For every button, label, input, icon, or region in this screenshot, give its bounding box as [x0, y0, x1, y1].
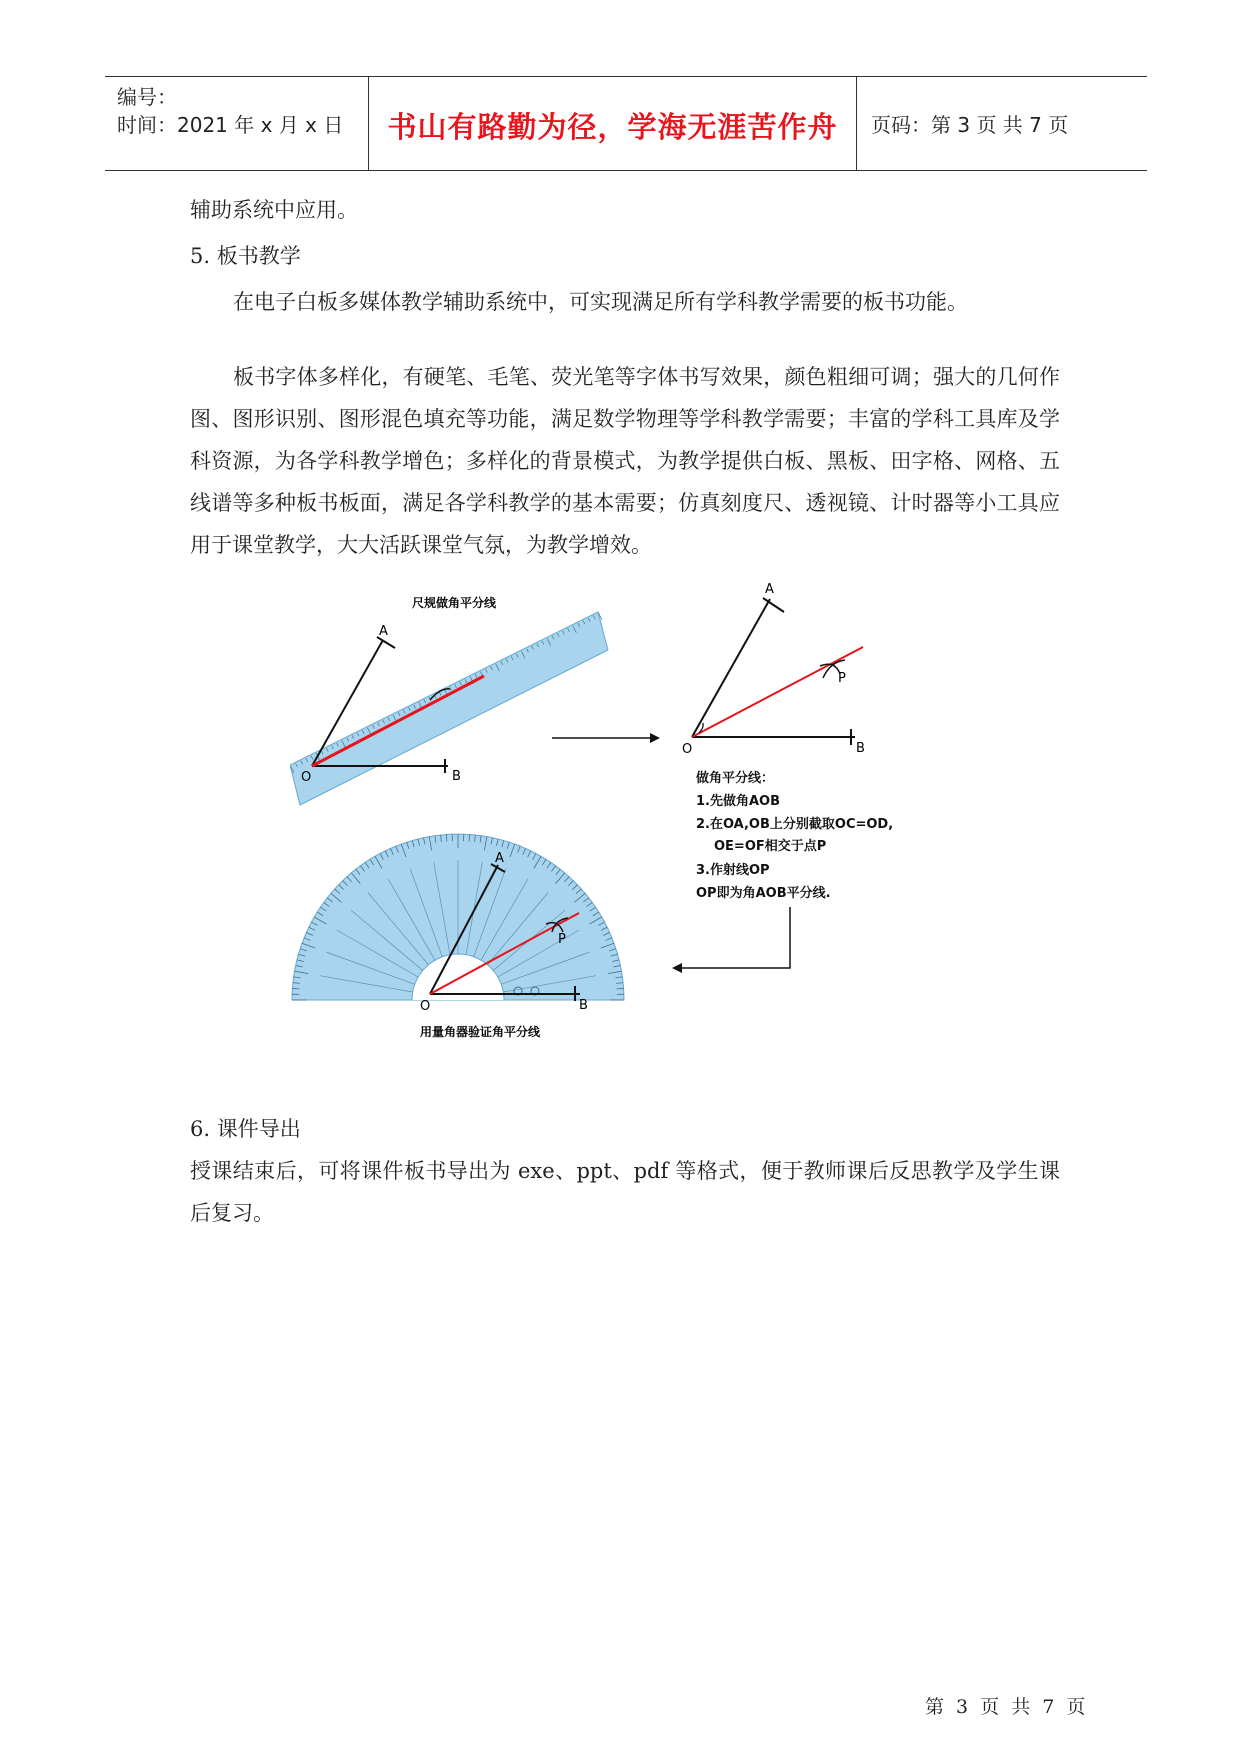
label-A-2: A	[765, 582, 774, 597]
document-date: 时间：2021 年 x 月 x 日	[117, 113, 344, 137]
label-A-3: A	[495, 851, 504, 866]
section6-title: 6. 课件导出	[190, 1117, 301, 1141]
step-2b: OE=OF相交于点P	[714, 839, 827, 854]
section5-title: 5. 板书教学	[190, 244, 301, 268]
label-A-1: A	[379, 624, 388, 639]
section5-intro: 在电子白板多媒体教学辅助系统中，可实现满足所有学科教学需要的板书功能。	[233, 290, 968, 314]
page-footer: 第 3 页 共 7 页	[925, 1696, 1086, 1718]
header-page-info: 页码：第 3 页 共 7 页	[871, 113, 1069, 137]
document-header	[105, 76, 1147, 171]
step-1: 1.先做角AOB	[696, 794, 781, 809]
steps-title: 做角平分线：	[696, 771, 775, 786]
label-P-3: P	[558, 932, 566, 947]
angle-bisector-figure	[290, 580, 970, 1050]
step-4: OP即为角AOB平分线.	[696, 886, 831, 901]
section5-detail: 板书字体多样化，有硬笔、毛笔、荧光笔等字体书写效果，颜色粗细可调；强大的几何作图、图形识别、图形混色填充等功能，满足数学物理等学科教学需要；丰富的学科工具库及学科资源，为各学科教学增色；多样化的背景模式，为教学提供白板、黑板、田字格、网格、五线谱等多种板书板面，满足各学科教学的基本需要；仿真刻度尺、透视镜、计时器等小工具应用于课堂教学，大大活跃课堂气氛，为教学增效。	[190, 365, 1060, 557]
ruler-icon	[290, 612, 608, 805]
arrow-back	[682, 907, 790, 968]
section6-text: 授课结束后，可将课件板书导出为 exe、ppt、pdf 等格式，便于教师课后反思教学及学生课后复习。	[190, 1159, 1060, 1225]
label-O-2: O	[682, 742, 693, 757]
label-B-1: B	[452, 769, 461, 784]
header-motto: 书山有路勤为径，学海无涯苦作舟	[387, 110, 838, 144]
label-B-2: B	[856, 741, 865, 756]
header-motto-cell	[369, 77, 857, 170]
label-O-3: O	[420, 999, 431, 1014]
label-P-2: P	[838, 671, 846, 686]
label-B-3: B	[579, 998, 588, 1013]
document-number-label: 编号：	[117, 85, 177, 109]
step-3: 3.作射线OP	[696, 863, 770, 878]
step-2a: 2.在OA,OB上分别截取OC=OD,	[696, 817, 894, 832]
label-O-1: O	[301, 770, 312, 785]
header-meta-cell	[105, 77, 369, 170]
header-page-cell	[857, 77, 1147, 170]
protractor-figure-title: 用量角器验证角平分线	[420, 1025, 541, 1039]
continuation-line: 辅助系统中应用。	[190, 198, 358, 222]
protractor-icon	[292, 834, 624, 1000]
ruler-figure-title: 尺规做角平分线	[412, 596, 497, 610]
